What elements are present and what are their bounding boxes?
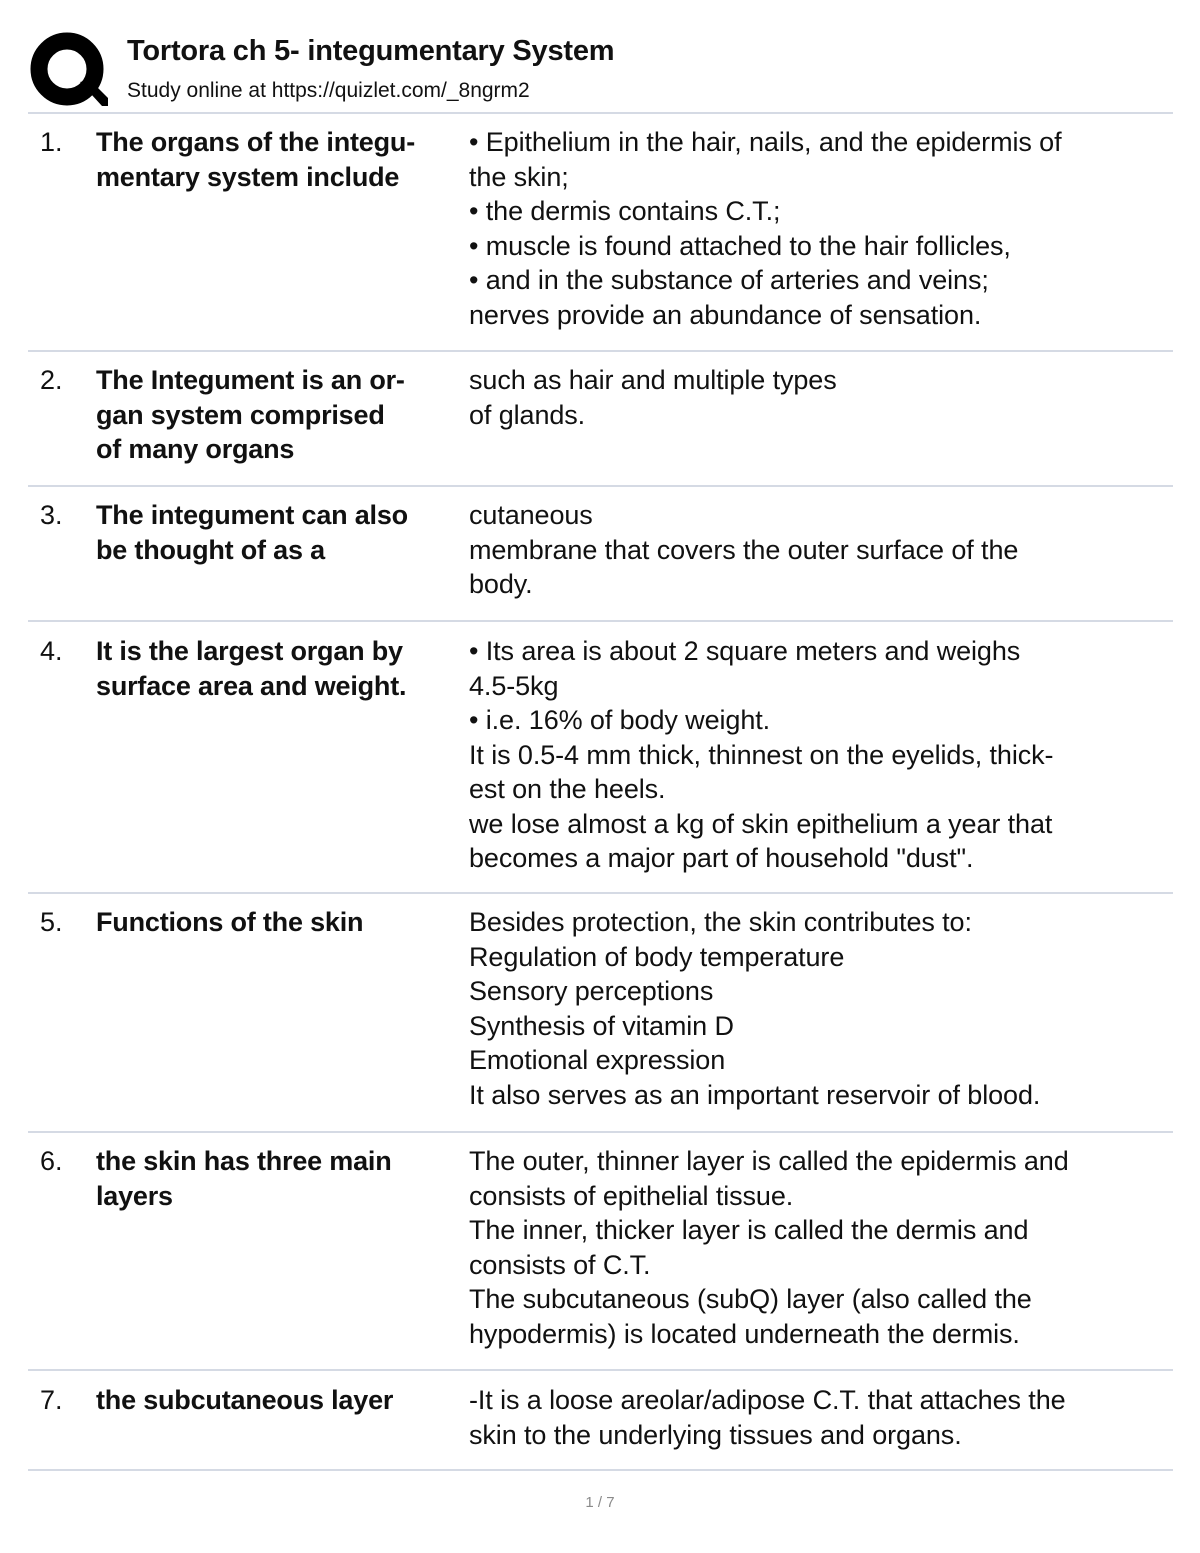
card-number: 4. <box>40 636 63 666</box>
term-line: The Integument is an or- <box>96 365 405 395</box>
definition-line: • muscle is found attached to the hair follicles, <box>469 230 1011 261</box>
term-line: layers <box>96 1180 173 1211</box>
definition-line: hypodermis) is located underneath the dermis. <box>469 1318 1020 1349</box>
definition-line: of glands. <box>469 399 586 430</box>
definition-line: • Epithelium in the hair, nails, and the epidermis of <box>469 127 1062 157</box>
term-line: It is the largest organ by <box>96 636 403 666</box>
term-line: Functions of the skin <box>96 907 364 937</box>
definition-line: Synthesis of vitamin D <box>469 1010 734 1041</box>
card-number: 6. <box>40 1146 63 1176</box>
definition-line: cutaneous <box>469 500 593 530</box>
card-term <box>96 1383 468 1418</box>
term-line: The integument can also <box>96 500 408 530</box>
card-term <box>96 905 468 940</box>
card-definition <box>469 363 1173 432</box>
card-number: 5. <box>40 907 63 937</box>
card-definition <box>469 634 1173 876</box>
definition-line: Emotional expression <box>469 1045 726 1075</box>
definition-line: • the dermis contains C.T.; <box>469 196 781 226</box>
definition-line: The inner, thicker layer is called the dermis and <box>469 1215 1029 1245</box>
document-header <box>30 28 1172 112</box>
term-line: The organs of the integu- <box>96 127 415 157</box>
card-definition <box>469 1144 1173 1351</box>
card-term <box>96 634 468 703</box>
term-line: the skin has three main <box>96 1146 392 1176</box>
definition-line: est on the heels. <box>469 774 666 804</box>
divider <box>28 1369 1173 1371</box>
definition-line: the skin; <box>469 161 569 192</box>
definition-line: The subcutaneous (subQ) layer (also called the <box>469 1284 1032 1314</box>
definition-line: It is 0.5-4 mm thick, thinnest on the eyelids, thick- <box>469 739 1054 770</box>
card-number: 7. <box>40 1385 63 1415</box>
document-title: Tortora ch 5- integumentary System <box>127 35 615 67</box>
card-term <box>96 363 468 467</box>
definition-line: becomes a major part of household "dust". <box>469 843 974 873</box>
definition-line: 4.5-5kg <box>469 670 559 701</box>
definition-line: • i.e. 16% of body weight. <box>469 705 771 735</box>
definition-line: such as hair and multiple types <box>469 365 837 395</box>
card-number: 1. <box>40 127 63 157</box>
card-number: 2. <box>40 365 63 395</box>
definition-line: skin to the underlying tissues and organs. <box>469 1419 962 1450</box>
study-link[interactable]: Study online at https://quizlet.com/_8ngrm2 <box>127 79 530 102</box>
card-term <box>96 498 468 567</box>
definition-line: we lose almost a kg of skin epithelium a year that <box>469 808 1053 839</box>
quizlet-logo-icon <box>30 32 108 110</box>
card-definition <box>469 125 1173 332</box>
definition-line: nerves provide an abundance of sensation. <box>469 299 982 330</box>
definition-line: body. <box>469 569 533 599</box>
divider <box>28 1131 1173 1133</box>
definition-line: Besides protection, the skin contributes to: <box>469 907 972 937</box>
card-definition <box>469 1383 1173 1452</box>
divider <box>28 892 1173 894</box>
divider <box>28 112 1173 114</box>
divider <box>28 485 1173 487</box>
definition-line: -It is a loose areolar/adipose C.T. that attaches the <box>469 1385 1066 1415</box>
page-number: 1 / 7 <box>585 1494 615 1511</box>
definition-line: • and in the substance of arteries and veins; <box>469 265 989 295</box>
divider <box>28 1469 1173 1471</box>
definition-line: consists of epithelial tissue. <box>469 1180 794 1211</box>
divider <box>28 620 1173 622</box>
card-number: 3. <box>40 500 63 530</box>
divider <box>28 350 1173 352</box>
term-line: surface area and weight. <box>96 670 407 701</box>
card-term <box>96 1144 468 1213</box>
term-line: mentary system include <box>96 161 400 192</box>
term-line: be thought of as a <box>96 534 325 565</box>
term-line: of many organs <box>96 434 295 464</box>
card-definition <box>469 498 1173 602</box>
definition-line: consists of C.T. <box>469 1249 651 1280</box>
definition-line: membrane that covers the outer surface of the <box>469 534 1019 565</box>
definition-line: Sensory perceptions <box>469 976 714 1006</box>
card-term <box>96 125 468 194</box>
definition-line: Regulation of body temperature <box>469 941 845 972</box>
term-line: the subcutaneous layer <box>96 1385 394 1415</box>
definition-line: It also serves as an important reservoir of blood. <box>469 1079 1041 1110</box>
term-line: gan system comprised <box>96 399 385 430</box>
definition-line: The outer, thinner layer is called the epidermis and <box>469 1146 1069 1176</box>
card-definition <box>469 905 1173 1112</box>
definition-line: • Its area is about 2 square meters and weighs <box>469 636 1021 666</box>
